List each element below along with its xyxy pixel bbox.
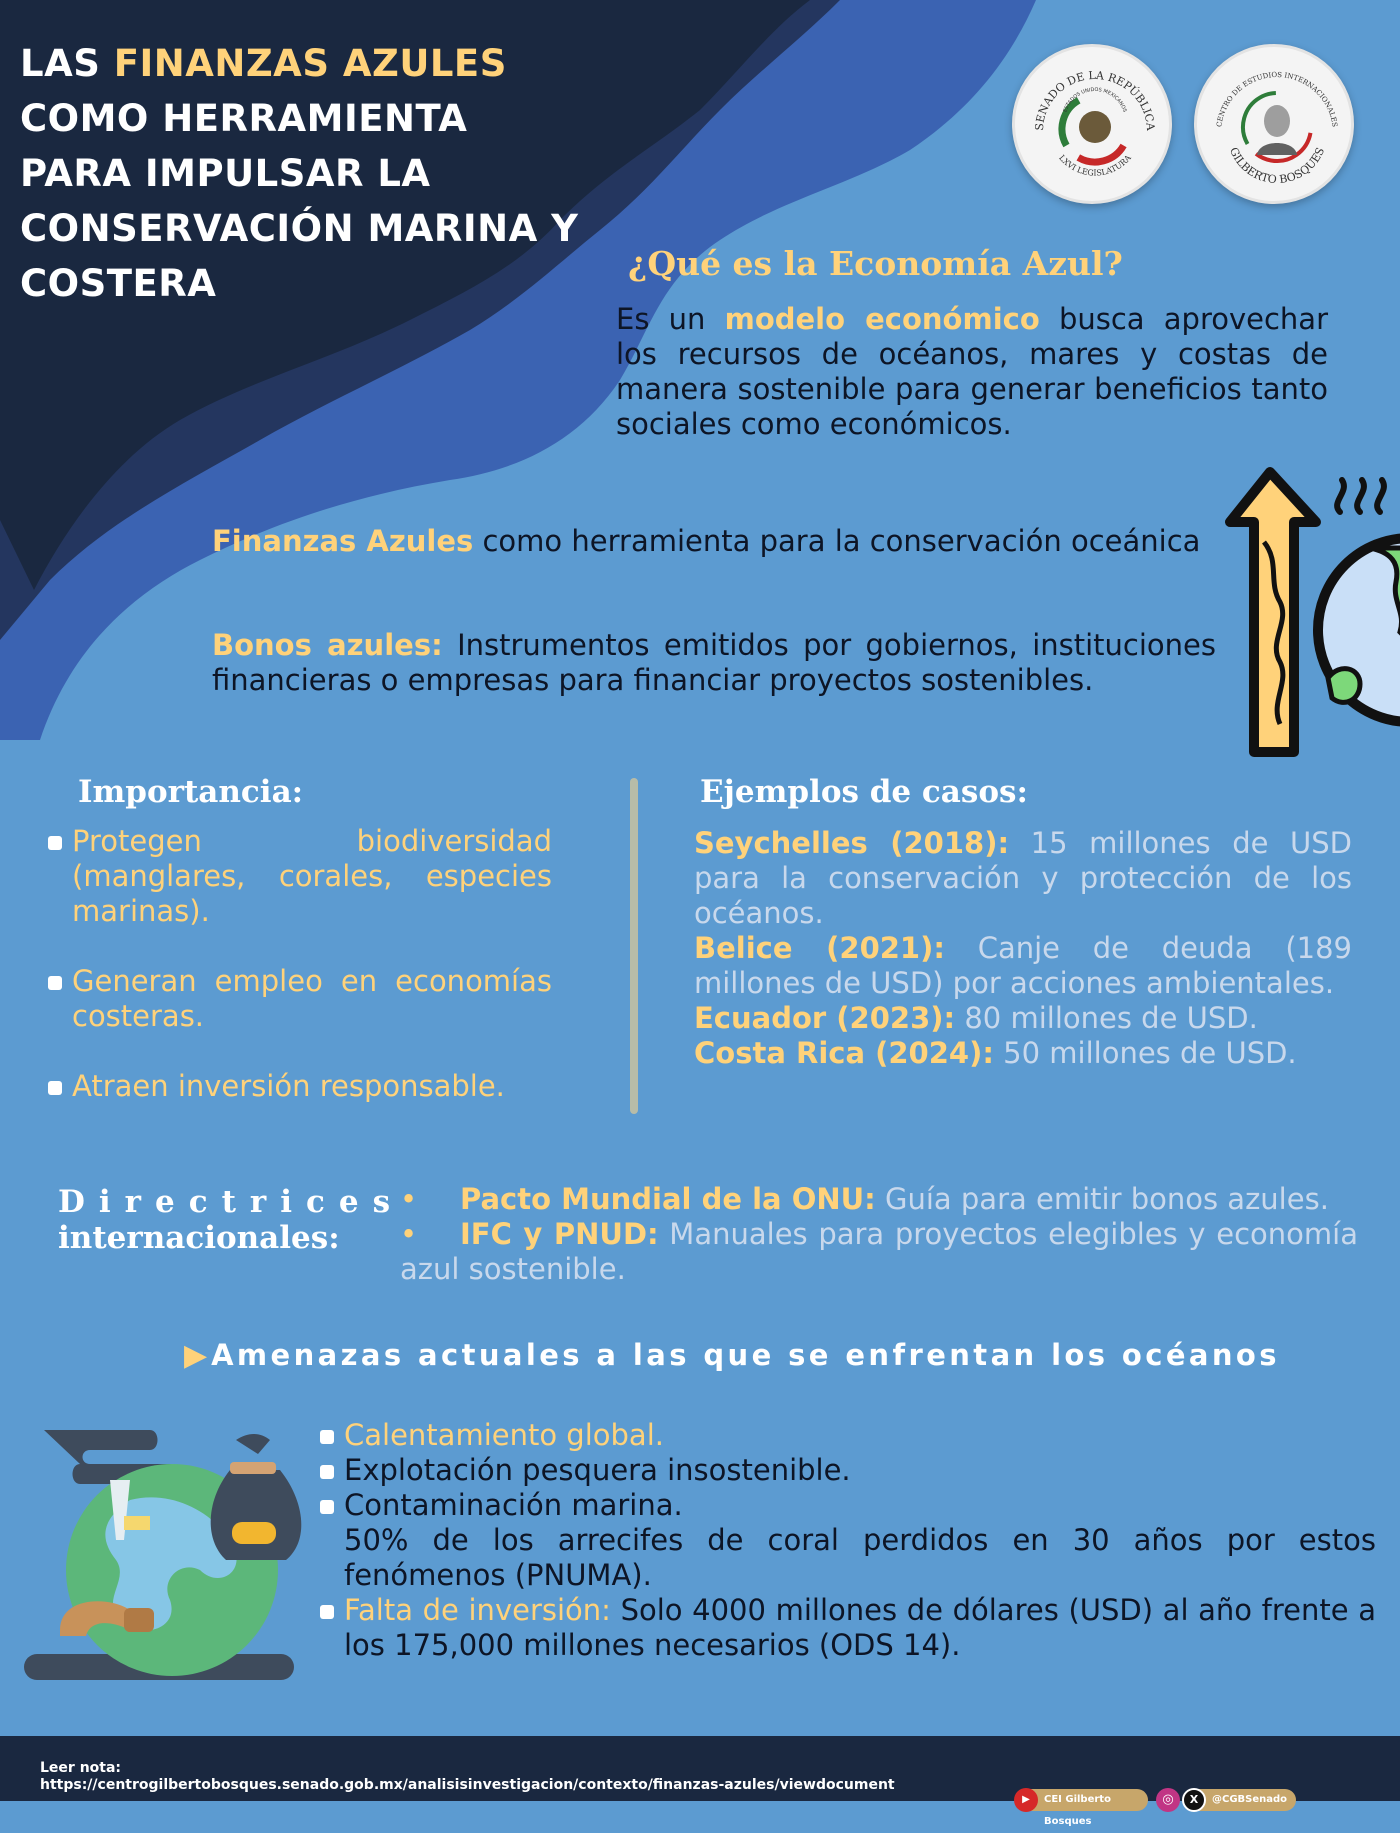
svg-text:ESTADOS UNIDOS MEXICANOS: ESTADOS UNIDOS MEXICANOS: [1062, 86, 1128, 114]
bullet-icon: [48, 976, 62, 990]
amenazas-list: [320, 1418, 1376, 1663]
bullet-icon: [48, 1081, 62, 1095]
list-item: Calentamiento global.: [320, 1418, 1376, 1453]
list-item: Atraen inversión responsable.: [46, 1069, 552, 1104]
list-item: • IFC y PNUD: Manuales para proyectos elegibles y economía azul sostenible.: [400, 1217, 1358, 1286]
economia-azul-heading: ¿Qué es la Economía Azul?: [628, 244, 1123, 283]
finanzas-azules-text: [212, 524, 1216, 559]
bullet-icon: [320, 1465, 334, 1479]
importancia-heading: Importancia:: [78, 774, 304, 810]
title-prefix: LAS: [20, 42, 114, 85]
directrices-heading-line1: Directrices: [58, 1184, 405, 1220]
footer-label: Leer nota:: [40, 1760, 122, 1776]
case-item: Costa Rica (2024): 50 millones de USD.: [694, 1036, 1297, 1070]
case-item: Belice (2021): Canje de deuda (189 millones de USD) por acciones ambientales.: [694, 931, 1352, 1000]
ejemplos-list: [694, 826, 1352, 1071]
list-item: Falta de inversión: Solo 4000 millones de dólares (USD) al año frente a los 175,000 millones necesarios (ODS 14).: [320, 1593, 1376, 1663]
bonos-azules-text: [212, 628, 1216, 698]
list-item: Contaminación marina.: [320, 1488, 1376, 1523]
case-item: Seychelles (2018): 15 millones de USD para la conservación y protección de los océanos.: [694, 826, 1353, 930]
directrices-heading-line2: internacionales:: [58, 1220, 340, 1256]
bullet-icon: [320, 1605, 334, 1619]
list-item: Generan empleo en economías costeras.: [46, 964, 552, 1034]
bullet-icon: [320, 1500, 334, 1514]
economia-azul-highlight: modelo económico: [724, 302, 1040, 336]
instagram-icon[interactable]: ◎: [1156, 1788, 1180, 1812]
senado-logo: [1012, 44, 1172, 204]
ocean-pollution-icon: [20, 1420, 310, 1690]
svg-text:SENADO DE LA REPÚBLICA: SENADO DE LA REPÚBLICA: [1032, 68, 1158, 132]
list-item: Protegen biodiversidad (manglares, corales, especies marinas).: [46, 824, 552, 929]
svg-text:GILBERTO BOSQUES: GILBERTO BOSQUES: [1226, 145, 1328, 187]
amenazas-heading-text: Amenazas actuales a las que se enfrentan los océanos: [211, 1338, 1280, 1372]
play-arrow-icon: ▶: [184, 1338, 208, 1373]
x-link[interactable]: X @CGBSenado: [1184, 1789, 1296, 1811]
case-item: Ecuador (2023): 80 millones de USD.: [694, 1001, 1258, 1035]
title-highlight: FINANZAS AZULES: [113, 42, 507, 85]
globe-growth-icon: [1210, 462, 1400, 762]
bullet-icon: •: [400, 1217, 418, 1251]
economia-azul-lead: Es un: [616, 302, 725, 336]
ejemplos-heading: Ejemplos de casos:: [700, 774, 1028, 810]
youtube-link[interactable]: ▶ CEI Gilberto Bosques: [1016, 1789, 1148, 1811]
youtube-icon: ▶: [1014, 1788, 1038, 1812]
list-item-continued: 50% de los arrecifes de coral perdidos en 30 años por estos fenómenos (PNUMA).: [344, 1523, 1376, 1592]
economia-azul-rest: busca aprovechar los recursos de océanos, mares y costas de manera sostenible para generar beneficios tanto sociales como económicos.: [616, 302, 1328, 441]
economia-azul-text: [616, 302, 1328, 442]
directrices-heading: [58, 1184, 404, 1256]
bullet-icon: [48, 836, 62, 850]
amenazas-heading: [184, 1338, 1280, 1373]
senado-seal-graphic: [1015, 47, 1175, 207]
importancia-list: [46, 824, 552, 1139]
finanzas-rest: como herramienta para la conservación oceánica: [473, 524, 1201, 558]
footer-link[interactable]: https://centrogilbertobosques.senado.gob.mx/analisisinvestigacion/contexto/finanzas-azules/viewdocument: [40, 1777, 895, 1793]
bonos-rest: Instrumentos emitidos por gobiernos, instituciones financieras o empresas para financiar proyectos sostenibles.: [212, 628, 1217, 697]
svg-text:CENTRO DE ESTUDIOS INTERNACION: CENTRO DE ESTUDIOS INTERNACIONALES: [1215, 70, 1339, 128]
column-divider: [630, 778, 638, 1114]
finanzas-highlight: Finanzas Azules: [212, 524, 474, 558]
page-title: [20, 36, 580, 311]
svg-text:LXVI LEGISLATURA: LXVI LEGISLATURA: [1057, 153, 1133, 178]
list-item: • Pacto Mundial de la ONU: Guía para emitir bonos azules.: [400, 1182, 1329, 1216]
bonos-highlight: Bonos azules:: [212, 628, 443, 662]
directrices-list: [400, 1182, 1358, 1287]
cei-logo: [1194, 44, 1354, 204]
bullet-icon: [320, 1430, 334, 1444]
list-item: Explotación pesquera insostenible.: [320, 1453, 1376, 1488]
cei-seal-graphic: [1197, 47, 1357, 207]
bullet-icon: •: [400, 1182, 418, 1216]
footer-note: [40, 1760, 895, 1794]
x-icon: X: [1182, 1788, 1206, 1812]
title-rest: COMO HERRAMIENTA PARA IMPULSAR LA CONSERVACIÓN MARINA Y COSTERA: [20, 97, 579, 305]
